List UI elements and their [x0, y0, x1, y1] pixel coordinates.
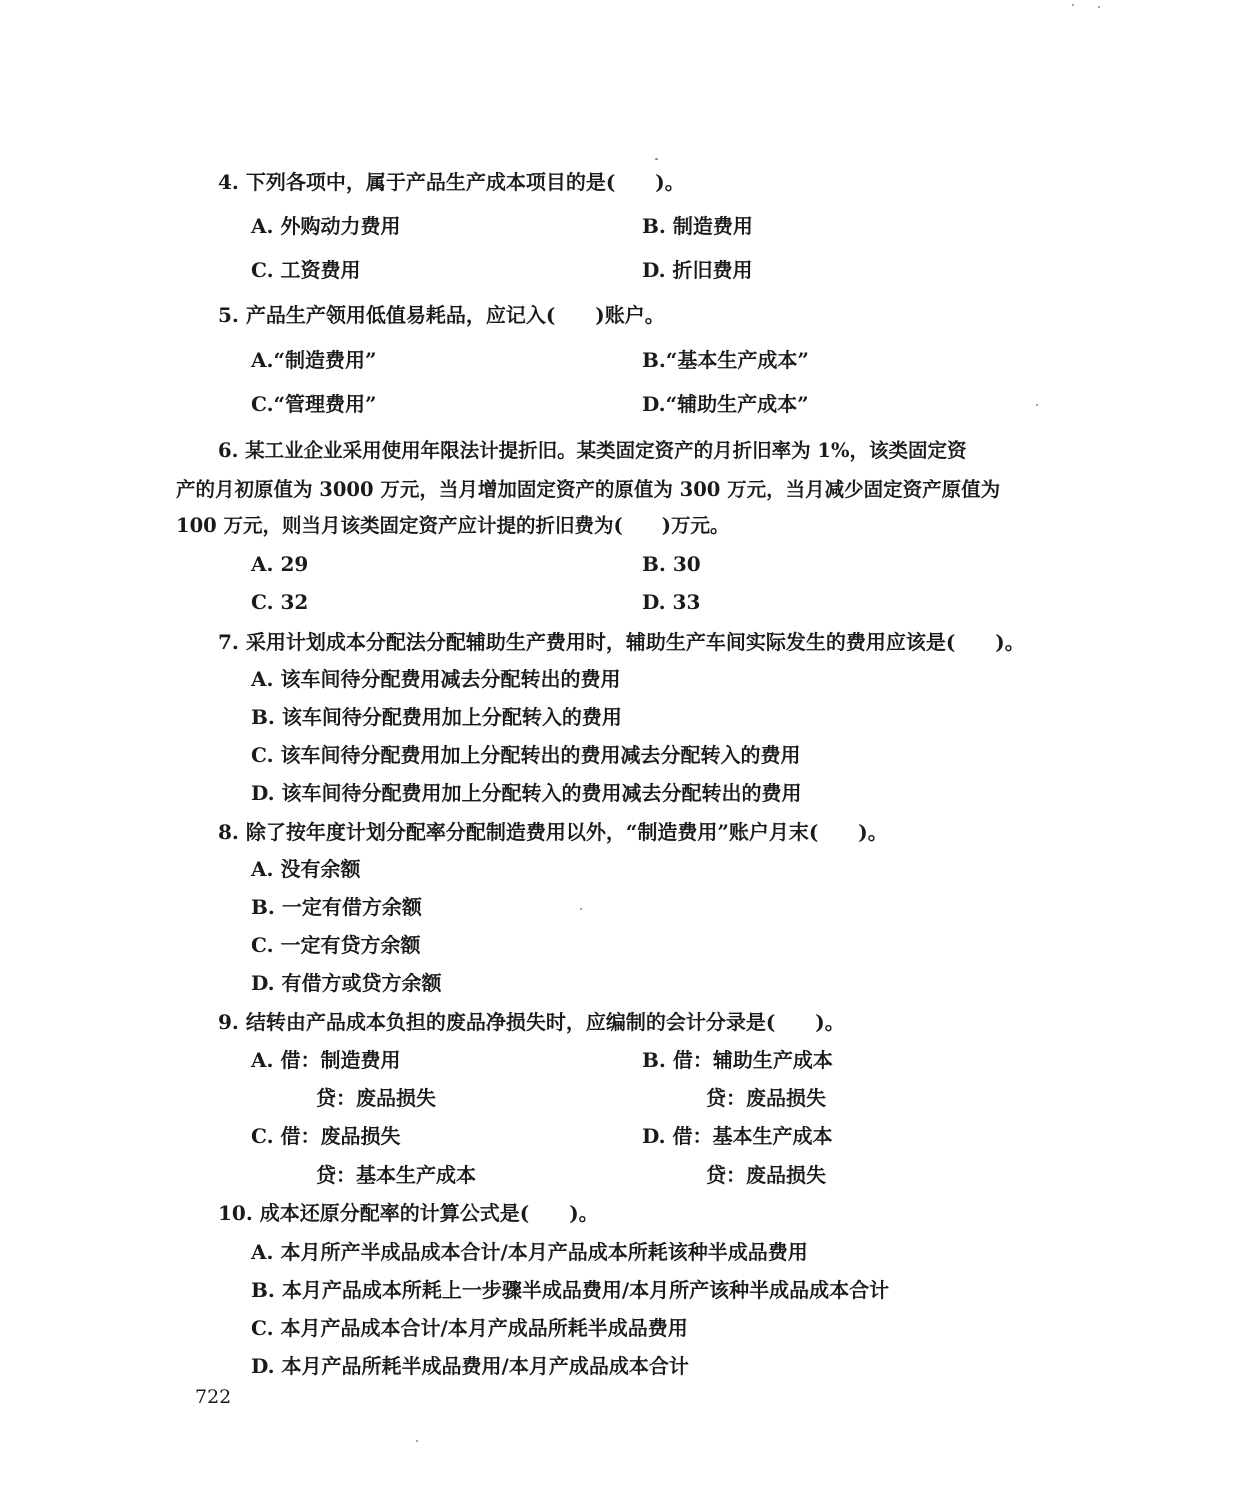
question-6-option-c: C. 32 — [251, 590, 309, 614]
question-7-option-a: A. 该车间待分配费用减去分配转出的费用 — [251, 667, 621, 691]
question-9-option-b-debit: B. 借：辅助生产成本 — [642, 1048, 833, 1072]
question-9-stem: 9. 结转由产品成本负担的废品净损失时，应编制的会计分录是( )。 — [218, 1010, 845, 1034]
question-10-option-d: D. 本月产品所耗半成品费用/本月产成品成本合计 — [251, 1354, 689, 1378]
question-7-option-c: C. 该车间待分配费用加上分配转出的费用减去分配转入的费用 — [251, 743, 801, 767]
question-7-stem: 7. 采用计划成本分配法分配辅助生产费用时，辅助生产车间实际发生的费用应该是( )。 — [218, 630, 1025, 654]
question-9-option-c-debit: C. 借：废品损失 — [251, 1124, 401, 1148]
question-5-option-d: D.“辅助生产成本” — [642, 392, 809, 416]
question-5-stem: 5. 产品生产领用低值易耗品，应记入( )账户。 — [218, 303, 665, 327]
scan-speck — [1036, 404, 1038, 406]
question-4-option-a: A. 外购动力费用 — [251, 214, 401, 238]
question-10-stem: 10. 成本还原分配率的计算公式是( )。 — [218, 1201, 599, 1225]
page-number: 722 — [195, 1386, 232, 1408]
question-5-option-b: B.“基本生产成本” — [642, 348, 809, 372]
question-9-option-d-debit: D. 借：基本生产成本 — [642, 1124, 833, 1148]
question-5-option-a: A.“制造费用” — [251, 348, 377, 372]
question-4-stem: 4. 下列各项中，属于产品生产成本项目的是( )。 — [218, 170, 685, 194]
scan-speck — [655, 158, 658, 160]
scan-speck — [1072, 4, 1074, 6]
question-5-option-c: C.“管理费用” — [251, 392, 377, 416]
scan-speck — [1098, 6, 1100, 8]
scan-speck — [580, 908, 582, 910]
question-9-option-d-credit: 贷：废品损失 — [706, 1163, 826, 1187]
question-9-option-a-credit: 贷：废品损失 — [316, 1086, 436, 1110]
question-6-option-d: D. 33 — [642, 590, 701, 614]
question-8-option-b: B. 一定有借方余额 — [251, 895, 422, 919]
question-8-option-d: D. 有借方或贷方余额 — [251, 971, 442, 995]
question-6-option-b: B. 30 — [642, 552, 701, 576]
question-10-option-b: B. 本月产品成本所耗上一步骤半成品费用/本月所产该种半成品成本合计 — [251, 1278, 890, 1302]
question-6-option-a: A. 29 — [251, 552, 309, 576]
question-6-stem-line-2: 产的月初原值为 3000 万元，当月增加固定资产的原值为 300 万元，当月减少固定资产原值为 — [176, 478, 1001, 501]
question-4-option-d: D. 折旧费用 — [642, 258, 753, 282]
question-9-option-c-credit: 贷：基本生产成本 — [316, 1163, 476, 1187]
scan-speck — [416, 1440, 418, 1442]
question-8-option-c: C. 一定有贷方余额 — [251, 933, 421, 957]
question-8-stem: 8. 除了按年度计划分配率分配制造费用以外，“制造费用”账户月末( )。 — [218, 820, 888, 844]
question-6-stem-line-3: 100 万元，则当月该类固定资产应计提的折旧费为( )万元。 — [176, 514, 730, 537]
question-8-option-a: A. 没有余额 — [251, 857, 361, 881]
question-4-option-c: C. 工资费用 — [251, 258, 361, 282]
question-10-option-c: C. 本月产品成本合计/本月产成品所耗半成品费用 — [251, 1316, 688, 1340]
question-6-stem-line-1: 6. 某工业企业采用使用年限法计提折旧。某类固定资产的月折旧率为 1%，该类固定资 — [218, 439, 967, 462]
question-7-option-d: D. 该车间待分配费用加上分配转入的费用减去分配转出的费用 — [251, 781, 802, 805]
question-7-option-b: B. 该车间待分配费用加上分配转入的费用 — [251, 705, 622, 729]
question-9-option-b-credit: 贷：废品损失 — [706, 1086, 826, 1110]
question-9-option-a-debit: A. 借：制造费用 — [251, 1048, 401, 1072]
question-10-option-a: A. 本月所产半成品成本合计/本月产品成本所耗该种半成品费用 — [251, 1240, 808, 1264]
question-4-option-b: B. 制造费用 — [642, 214, 753, 238]
